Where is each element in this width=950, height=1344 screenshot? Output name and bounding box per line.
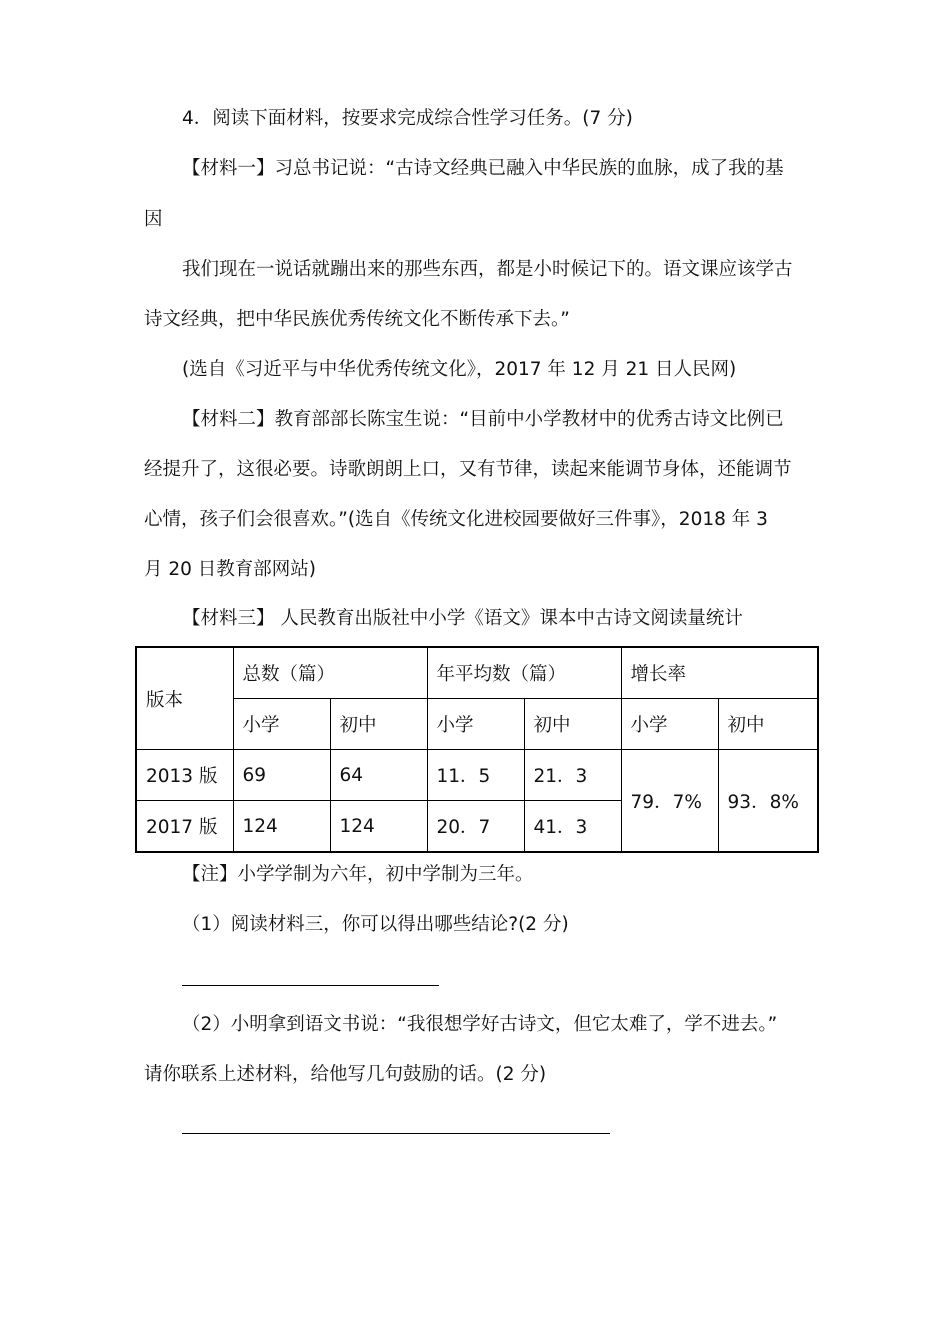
table-note: 【注】小学学制为六年，初中学制为三年。 <box>182 864 534 885</box>
material1-line4: 诗文经典，把中华民族优秀传统文化不断传承下去。” <box>144 309 570 330</box>
cell-total-junior: 124 <box>330 801 427 853</box>
header-growth: 增长率 <box>621 647 818 699</box>
cell-avg-primary: 11．5 <box>427 750 524 801</box>
material1-line2: 因 <box>144 209 163 230</box>
subheader-cell: 小学 <box>233 699 330 750</box>
table-header-row <box>136 647 818 699</box>
sub-question-1: （1）阅读材料三，你可以得出哪些结论?(2 分) <box>182 914 569 935</box>
material2-line1: 【材料二】教育部部长陈宝生说：“目前中小学教材中的优秀古诗文比例已 <box>182 409 784 430</box>
answer-line-2[interactable] <box>182 1133 610 1134</box>
header-total: 总数（篇） <box>233 647 427 699</box>
question-title: 4．阅读下面材料，按要求完成综合性学习任务。(7 分) <box>182 108 633 129</box>
material1-line3: 我们现在一说话就蹦出来的那些东西，都是小时候记下的。语文课应该学古 <box>182 259 793 280</box>
cell-total-primary: 69 <box>233 750 330 801</box>
cell-version: 2017 版 <box>136 801 233 853</box>
cell-avg-junior: 41．3 <box>524 801 621 853</box>
cell-growth-junior: 93．8% <box>718 750 818 853</box>
header-version: 版本 <box>136 647 233 750</box>
table-row <box>136 750 818 801</box>
sub-question-2-line2: 请你联系上述材料，给他写几句鼓励的话。(2 分) <box>144 1064 547 1085</box>
cell-avg-junior: 21．3 <box>524 750 621 801</box>
table-subheader-row <box>136 699 818 750</box>
cell-version: 2013 版 <box>136 750 233 801</box>
sub-question-2-line1: （2）小明拿到语文书说：“我很想学好古诗文，但它太难了，学不进去。” <box>182 1014 778 1035</box>
material1-source: (选自《习近平与中华优秀传统文化》，2017 年 12 月 21 日人民网) <box>182 359 737 380</box>
subheader-cell: 小学 <box>621 699 718 750</box>
subheader-cell: 初中 <box>524 699 621 750</box>
material3-title: 【材料三】 人民教育出版社中小学《语文》课本中古诗文阅读量统计 <box>182 608 743 629</box>
material2-line2: 经提升了，这很必要。诗歌朗朗上口，又有节律，读起来能调节身体，还能调节 <box>144 459 792 480</box>
cell-total-primary: 124 <box>233 801 330 853</box>
material1-line1: 【材料一】习总书记说：“古诗文经典已融入中华民族的血脉，成了我的基 <box>182 158 784 179</box>
material2-line3: 心情，孩子们会很喜欢。”(选自《传统文化进校园要做好三件事》，2018 年 3 <box>144 509 768 530</box>
subheader-cell: 初中 <box>718 699 818 750</box>
answer-line-1[interactable] <box>182 985 439 986</box>
reading-stats-table <box>135 646 819 853</box>
subheader-cell: 初中 <box>330 699 427 750</box>
cell-growth-primary: 79．7% <box>621 750 718 853</box>
material2-line4: 月 20 日教育部网站) <box>144 559 317 580</box>
subheader-cell: 小学 <box>427 699 524 750</box>
header-avg: 年平均数（篇） <box>427 647 621 699</box>
cell-total-junior: 64 <box>330 750 427 801</box>
cell-avg-primary: 20．7 <box>427 801 524 853</box>
